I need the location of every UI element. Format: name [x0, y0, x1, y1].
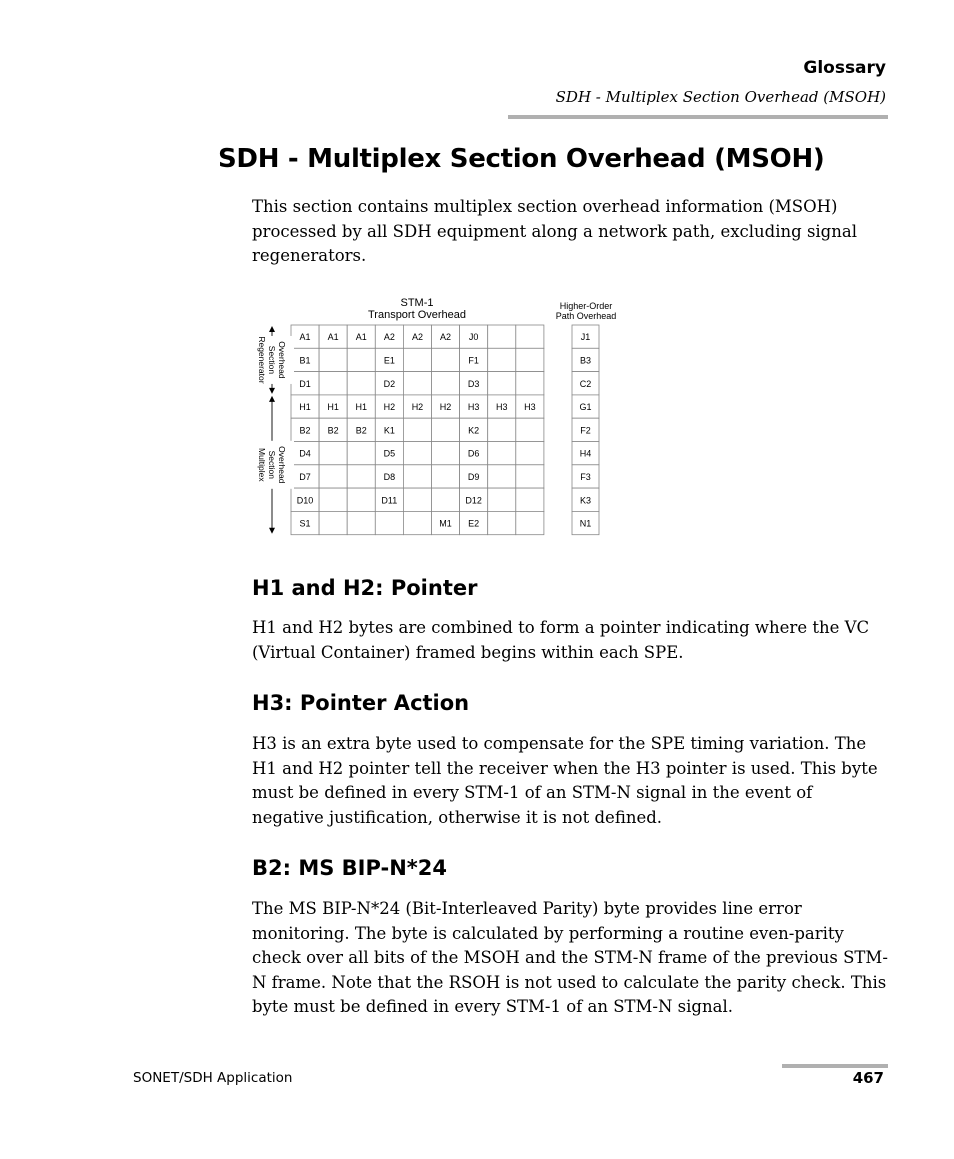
toh-byte-a2: A2 — [411, 332, 423, 343]
toh-cell — [488, 442, 516, 465]
toh-byte-b1: B1 — [299, 355, 311, 366]
toh-byte-h2: H2 — [439, 402, 452, 413]
toh-cell — [488, 372, 516, 395]
toh-byte-d9: D9 — [467, 471, 480, 482]
body-pointer: H1 and H2 bytes are combined to form a pointer indicating where the VC (Virtual Container) framed begins within each SPE. — [252, 618, 870, 662]
toh-byte-d2: D2 — [383, 378, 396, 389]
toh-byte-h3: H3 — [495, 402, 508, 413]
toh-cell — [347, 488, 375, 511]
header-section: SDH - Multiplex Section Overhead (MSOH) — [555, 88, 886, 106]
poh-byte-c2: C2 — [579, 378, 592, 389]
toh-byte-h1: H1 — [327, 402, 339, 413]
toh-byte-h3: H3 — [467, 402, 480, 413]
toh-cell — [516, 372, 544, 395]
toh-byte-d7: D7 — [299, 471, 311, 482]
toh-cell — [347, 442, 375, 465]
toh-cell — [403, 372, 431, 395]
toh-cell — [488, 465, 516, 488]
page-number: 467 — [852, 1069, 884, 1087]
toh-grid — [291, 325, 544, 535]
poh-grid — [572, 325, 599, 535]
side-labels — [257, 326, 294, 534]
toh-cell — [347, 372, 375, 395]
toh-byte-k1: K1 — [383, 425, 395, 436]
toh-byte-f1: F1 — [468, 355, 479, 366]
body-pointer-action: H3 is an extra byte used to compensate for the SPE timing variation. The H1 and H2 pointer tell the receiver when the H3 pointer is used. This byte must be defined in every STM-1 of an STM-N signal in the event of negative justification, otherwise it is not defined. — [252, 734, 878, 827]
poh-byte-f3: F3 — [580, 471, 591, 482]
toh-cell — [319, 372, 347, 395]
toh-cell — [516, 442, 544, 465]
toh-byte-m1: M1 — [439, 518, 452, 529]
toh-cell — [403, 348, 431, 371]
toh-byte-s1: S1 — [299, 518, 311, 529]
poh-byte-k3: K3 — [579, 495, 592, 506]
toh-cell — [488, 325, 516, 348]
overhead-diagram — [250, 292, 630, 542]
toh-byte-d4: D4 — [299, 448, 311, 459]
rsoh-arrow-down — [269, 388, 275, 394]
toh-cell — [375, 511, 403, 534]
toh-byte-h2: H2 — [411, 402, 424, 413]
poh-byte-n1: N1 — [579, 518, 592, 529]
toh-cell — [347, 465, 375, 488]
toh-cell — [319, 488, 347, 511]
figure-title-line2: Transport Overhead — [367, 309, 467, 321]
toh-byte-d12: D12 — [465, 495, 482, 506]
toh-byte-d10: D10 — [296, 495, 314, 506]
toh-cell — [432, 465, 460, 488]
msoh-label-line: Multiplex — [257, 448, 267, 482]
rsoh-label-line: Regenerator — [257, 336, 267, 384]
toh-byte-h1: H1 — [299, 402, 311, 413]
toh-cell — [516, 488, 544, 511]
toh-byte-b2: B2 — [327, 425, 339, 436]
msoh-label-line: Overhead — [277, 446, 287, 484]
toh-byte-a1: A1 — [327, 332, 339, 343]
figure-title-line1: STM-1 — [400, 297, 434, 309]
hop-title-line1: Higher-Order — [559, 301, 613, 311]
toh-byte-h2: H2 — [383, 402, 396, 413]
toh-cell — [319, 465, 347, 488]
msoh-label — [257, 446, 287, 484]
toh-byte-e2: E2 — [468, 518, 480, 529]
toh-byte-b2: B2 — [355, 425, 367, 436]
toh-byte-a1: A1 — [299, 332, 311, 343]
toh-cell — [403, 418, 431, 441]
toh-cell — [488, 488, 516, 511]
intro-paragraph: This section contains multiplex section overhead information (MSOH) processed by all SDH equipment along a network path, excluding signal regenerators. — [252, 197, 857, 266]
toh-cell — [319, 348, 347, 371]
toh-byte-d3: D3 — [467, 378, 480, 389]
hop-title-line2: Path Overhead — [555, 311, 617, 321]
poh-byte-h4: H4 — [579, 448, 592, 459]
msoh-arrow-down — [269, 528, 275, 534]
heading-pointer: H1 and H2: Pointer — [252, 576, 478, 600]
toh-cell — [403, 488, 431, 511]
toh-cell — [516, 418, 544, 441]
toh-byte-d5: D5 — [383, 448, 396, 459]
body-ms-bip: The MS BIP-N*24 (Bit-Interleaved Parity) byte provides line error monitoring. The byte is calculated by performing a routine even-parity check over all bits of the MSOH and the STM-N frame of the previous STM-N frame. Note that the RSOH is not used to calculate the parity check. This byte must be defined in every STM-1 of an STM-N signal. — [252, 899, 888, 1017]
msoh-arrow-up — [269, 396, 275, 402]
overhead-figure — [250, 292, 630, 542]
toh-byte-d11: D11 — [381, 495, 398, 506]
toh-cell — [516, 325, 544, 348]
toh-cell — [432, 348, 460, 371]
toh-byte-d1: D1 — [299, 378, 311, 389]
toh-cell — [516, 348, 544, 371]
toh-byte-a2: A2 — [383, 332, 395, 343]
heading-ms-bip: B2: MS BIP-N*24 — [252, 856, 447, 880]
toh-cell — [403, 511, 431, 534]
toh-cell — [516, 511, 544, 534]
page-title: SDH - Multiplex Section Overhead (MSOH) — [218, 144, 825, 174]
toh-cell — [488, 348, 516, 371]
toh-byte-d8: D8 — [383, 471, 396, 482]
toh-byte-a1: A1 — [355, 332, 367, 343]
poh-byte-g1: G1 — [579, 402, 592, 413]
rsoh-label-line: Overhead — [277, 341, 287, 379]
toh-byte-a2: A2 — [440, 332, 452, 343]
toh-cell — [319, 511, 347, 534]
header-rule — [508, 115, 888, 119]
toh-cell — [488, 511, 516, 534]
poh-byte-b3: B3 — [579, 355, 592, 366]
toh-byte-h1: H1 — [355, 402, 368, 413]
rsoh-arrow-up — [269, 326, 275, 332]
toh-cell — [432, 488, 460, 511]
toh-cell — [432, 372, 460, 395]
toh-cell — [516, 465, 544, 488]
footer-rule — [782, 1064, 888, 1068]
toh-cell — [347, 348, 375, 371]
poh-byte-j1: J1 — [580, 332, 591, 343]
toh-byte-d6: D6 — [467, 448, 480, 459]
toh-byte-e1: E1 — [383, 355, 395, 366]
toh-cell — [432, 442, 460, 465]
toh-byte-b2: B2 — [299, 425, 311, 436]
toh-cell — [432, 418, 460, 441]
toh-byte-h3: H3 — [524, 402, 536, 413]
toh-byte-k2: K2 — [468, 425, 480, 436]
toh-cell — [319, 442, 347, 465]
header-chapter: Glossary — [803, 58, 886, 78]
toh-cell — [347, 511, 375, 534]
poh-byte-f2: F2 — [580, 425, 591, 436]
heading-pointer-action: H3: Pointer Action — [252, 691, 470, 715]
toh-cell — [403, 442, 431, 465]
footer-title: SONET/SDH Application — [133, 1070, 293, 1086]
toh-cell — [488, 418, 516, 441]
rsoh-label-line: Section — [267, 345, 277, 375]
toh-cell — [403, 465, 431, 488]
toh-byte-j0: J0 — [468, 332, 479, 343]
msoh-label-line: Section — [267, 450, 277, 479]
